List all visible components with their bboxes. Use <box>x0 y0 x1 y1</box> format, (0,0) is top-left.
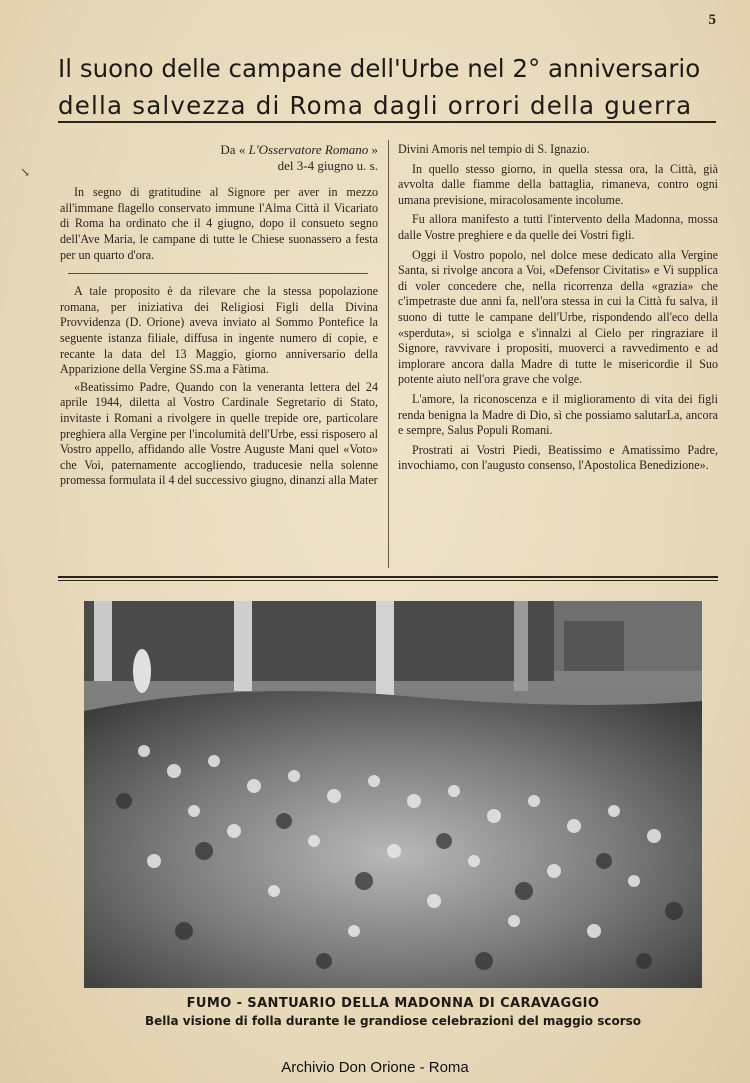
photo-caption <box>84 996 702 1028</box>
crowd-photograph <box>84 601 702 988</box>
intro-paragraph <box>60 185 378 263</box>
paragraph: L'amore, la riconoscenza e il miglioramento di vita dei figli renda benigna la Madre di Dio, sì che possiamo salutarLa, ancora e sempre, Salus Populi Romani. <box>398 391 718 438</box>
source-suffix: » <box>371 142 378 157</box>
page-number: 5 <box>708 12 716 28</box>
source-attribution <box>60 142 378 173</box>
source-prefix: Da « <box>220 142 246 157</box>
paragraph: Oggi il Vostro popolo, nel dolce mese dedicato alla Vergine Santa, si rivolge ancora a Voi, «Defensor Civitatis» e Vi supplica di voler concedere che, nella ricorrenza della «grazia» che c'impetraste due anni fa, nell'ora stessa in cui la Città fu salva, il suono di tutte le campane dell'Urbe, rispondendo all'eco della «sperduta», si sciolga e s'innalzi al Cielo per ringraziare il Signore, ravvivare i propositi, muoverci a ravvedimento e ad implorare ancora dalla Madre di tutte le misericordie il Suo potente aiuto nell'ora grave che volge. <box>398 247 718 387</box>
margin-mark: ↘ <box>20 165 31 179</box>
paragraph: Fu allora manifesto a tutti l'intervento della Madonna, mossa dalle Vostre preghiere e da quelle dei Vostri figli. <box>398 212 718 242</box>
headline-line-1: Il suono delle campane dell'Urbe nel 2° anniversario <box>58 54 701 83</box>
paragraph: A tale proposito è da rilevare che la stessa popolazione romana, per iniziativa dei Religiosi Figli della Divina Provvidenza (D. Orione) aveva inviato al Sommo Pontefice la seguente istanza filiale, diffusa in ingente numero di copie, e recante la data del 13 Maggio, giorno anniversario della Apparizione della Vergine SS.ma a Fàtima. <box>60 284 378 377</box>
source-date: del 3-4 giugno u. s. <box>277 157 378 173</box>
headline-rule <box>58 121 716 123</box>
section-divider <box>68 273 368 274</box>
source-publication: L'Osservatore Romano <box>248 142 369 157</box>
paragraph: Prostrati ai Vostri Piedi, Beatissimo e Amatissimo Padre, invochiamo, con l'augusto consenso, l'Apostolica Benedizione». <box>398 442 718 473</box>
section-rule-thin <box>58 580 718 581</box>
article-headline <box>58 50 718 124</box>
paragraph: In quello stesso giorno, in quella stessa ora, la Città, già avvolta dalle fiamme della battaglia, rimaneva, contro ogni umana previsione, miracolosamente incolume. <box>398 161 718 207</box>
paragraph: Divini Amoris nel tempio di S. Ignazio. <box>398 142 590 156</box>
left-column <box>60 142 378 491</box>
right-column <box>398 142 718 478</box>
archive-footer: Archivio Don Orione - Roma <box>281 1059 469 1076</box>
intro-text: In segno di gratitudine al Signore per aver in mezzo all'immane flagello conservato immune l'Alma Città il Vicariato di Roma ha ordinato che il 4 giugno, dopo il consueto segno dell'Ave Maria, le campane di tutte le Chiese suonassero a festa per un quarto d'ora. <box>60 185 378 262</box>
headline-line-2: della salvezza di Roma dagli orrori della guerra <box>58 91 693 120</box>
crowd-photo-illustration <box>84 601 702 988</box>
column-divider <box>388 140 389 568</box>
paragraph: «Beatissimo Padre, Quando con la veneranta lettera del 24 aprile 1944, diletta al Vostro Cardinale Segretario di Stato, invitaste i Romani a rivolgere in quelle trepide ore, particolare preghiera alla Vergine per l'incolumità dell'Urbe, essi risposero al Vostro appello, affidando alle Vostre Auguste Mani quel «Voto» che Voi, paternamente accogliendo, traducesie nella solenne promessa formulata il 4 del successivo giugno, dinanzi alla Mater <box>60 379 378 488</box>
section-rule <box>58 576 718 578</box>
caption-subtitle: Bella visione di folla durante le grandiose celebrazioni del maggio scorso <box>144 1014 642 1028</box>
caption-title: FUMO - SANTUARIO DELLA MADONNA DI CARAVAGGIO <box>186 996 600 1011</box>
left-body <box>60 284 378 489</box>
